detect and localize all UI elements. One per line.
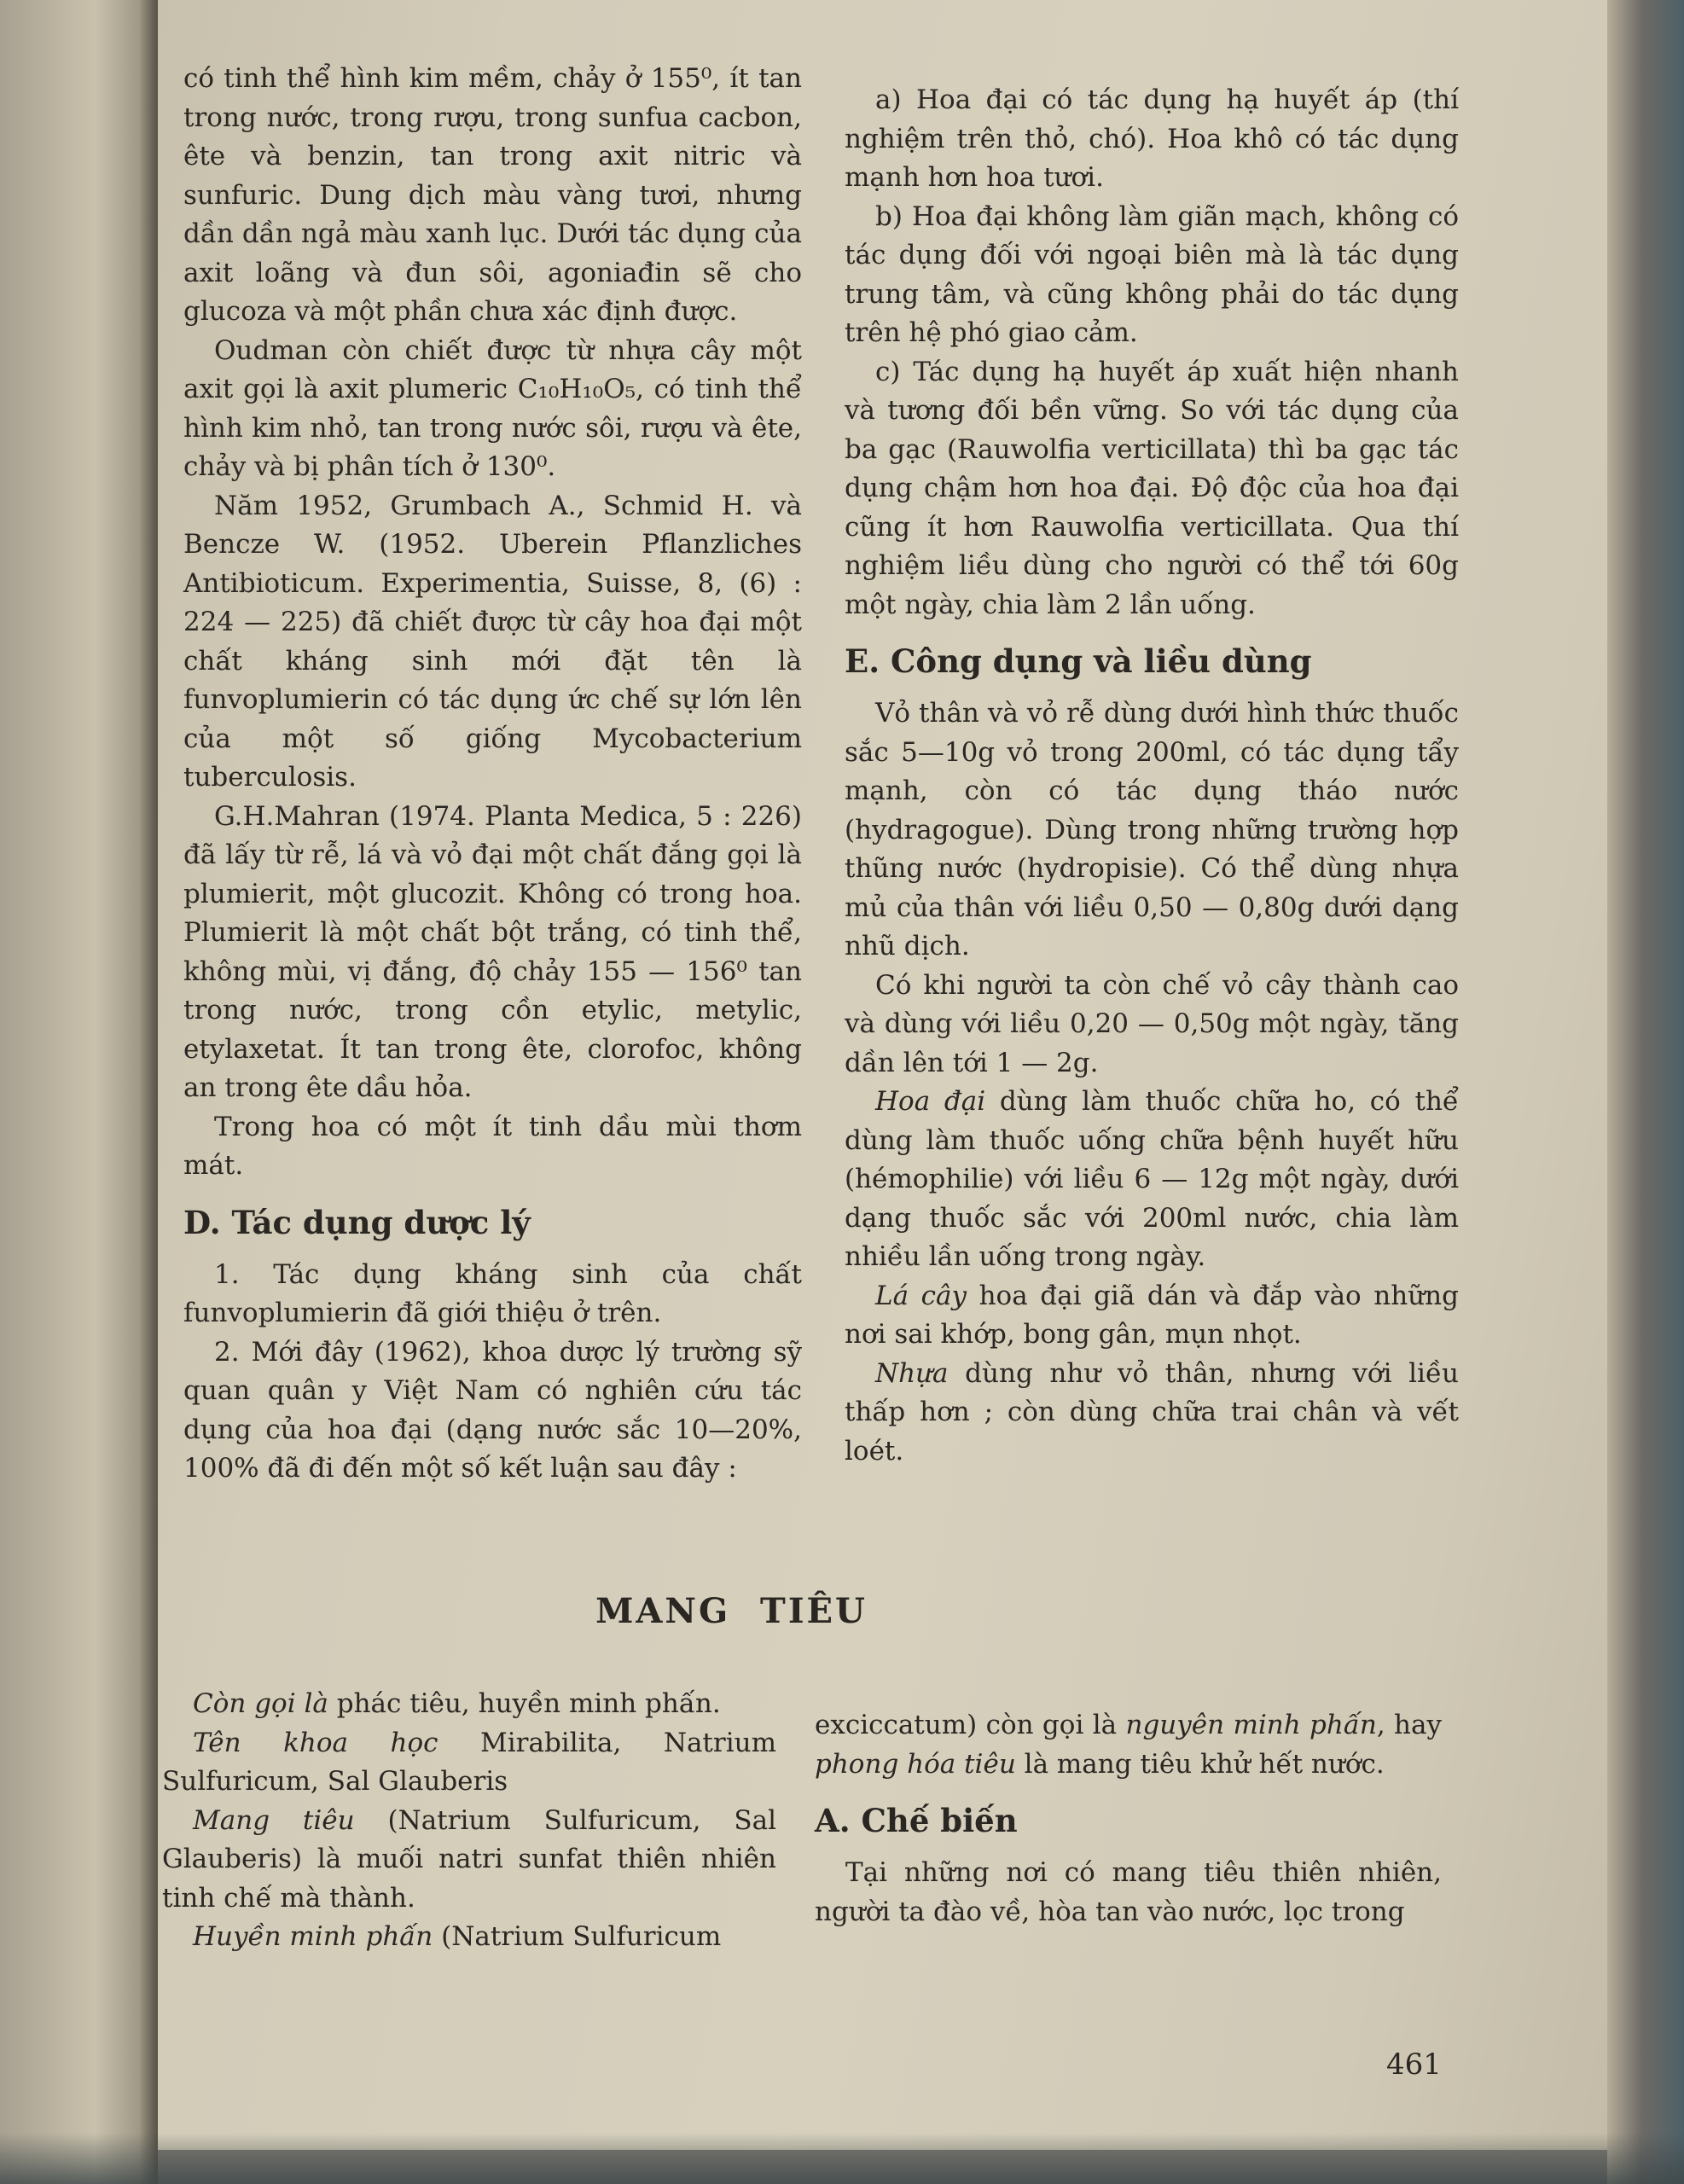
book-gutter-left	[0, 0, 158, 2184]
book-edge-right	[1607, 0, 1684, 2184]
paragraph-bark: Vỏ thân và vỏ rễ dùng dưới hình thức thuốc sắc 5—10g vỏ trong 200ml, có tác dụng tẩy mạnh, còn có tác dụng tháo nước (hydragogue). Dùng trong những trường hợp thũng nước (hydropisie). Có thể dùng nhựa mủ của thân với liều 0,50 — 0,80g dưới dạng nhũ dịch.	[845, 698, 1459, 961]
term-latex: Nhựa	[875, 1357, 949, 1389]
item-a: a) Hoa đại có tác dụng hạ huyết áp (thí nghiệm trên thỏ, chó). Hoa khô có tác dụng mạnh hơn hoa tươi.	[845, 84, 1459, 193]
paragraph-preparation: Tại những nơi có mang tiêu thiên nhiên, người ta đào về, hòa tan vào nước, lọc trong	[815, 1857, 1442, 1927]
latex-text: dùng như vỏ thân, nhưng với liều thấp hơn ; còn dùng chữa trai chân và vết loét.	[845, 1357, 1459, 1467]
left-column-bottom	[162, 1685, 776, 1957]
paragraph-pharmacology-study: 2. Mới đây (1962), khoa dược lý trường sỹ quan quân y Việt Nam có nghiên cứu tác dụng của hoa đại (dạng nước sắc 10—20%, 100% đã đi đến một số kết luận sau đây :	[183, 1336, 802, 1484]
heading-section-e: E. Công dụng và liều dùng	[845, 642, 1312, 680]
paragraph-antibiotic: 1. Tác dụng kháng sinh của chất funvoplumierin đã giới thiệu ở trên.	[183, 1258, 802, 1328]
book-edge-bottom	[0, 2133, 1684, 2184]
right-column-bottom	[815, 1706, 1442, 1931]
left-column-top	[183, 60, 802, 1489]
scientific-name-text: Mirabilita, Natrium Sulfuricum, Sal Glauberis	[162, 1727, 776, 1797]
term-flower: Hoa đại	[875, 1086, 986, 1117]
leaf-text: hoa đại giã dán và đắp vào những nơi sai khớp, bong gân, mụn nhọt.	[845, 1280, 1459, 1350]
paragraph-crystal: có tinh thể hình kim mềm, chảy ở 155⁰, ít tan trong nước, trong rượu, trong sunfua cacbon, ête và benzin, tan trong axit nitric và sunfuric. Dung dịch màu vàng tươi, nhưng dần dần ngả màu xanh lục. Dưới tác dụng của axit loãng và đun sôi, agoniađin sẽ cho glucoza và một phần chưa xác định được.	[183, 63, 802, 327]
right-column-top	[845, 81, 1459, 1471]
book-page	[158, 0, 1607, 2150]
term-huyen-minh-phan: Huyền minh phấn	[193, 1921, 433, 1952]
term-scientific-name: Tên khoa học	[193, 1727, 438, 1758]
paragraph-other-names	[162, 1685, 776, 1724]
paragraph-oudman: Oudman còn chiết được từ nhựa cây một axit gọi là axit plumeric C₁₀H₁₀O₅, có tinh thể hình kim nhỏ, tan trong nước sôi, rượu và ête, chảy và bị phân tích ở 130⁰.	[183, 334, 802, 482]
paragraph-flower	[845, 1083, 1459, 1277]
paragraph-extract: Có khi người ta còn chế vỏ cây thành cao và dùng với liều 0,20 — 0,50g một ngày, tăng dần lên tới 1 — 2g.	[845, 969, 1459, 1078]
heading-section-d: D. Tác dụng dược lý	[183, 1203, 531, 1241]
mang-tieu-text: (Natrium Sulfuricum, Sal Glauberis) là muối natri sunfat thiên nhiên tinh chế mà thành.	[162, 1804, 776, 1914]
paragraph-huyen-minh-phan	[162, 1918, 776, 1957]
huyen-minh-phan-text: (Natrium Sulfuricum	[433, 1921, 722, 1952]
exsiccatum-text-3: là mang tiêu khử hết nước.	[1015, 1748, 1385, 1780]
flower-text: dùng làm thuốc chữa ho, có thể dùng làm thuốc uống chữa bệnh huyết hữu (hémophilie) với liều 6 — 12g một ngày, dưới dạng thuốc sắc với 200ml nước, chia làm nhiều lần uống trong ngày.	[845, 1086, 1459, 1272]
term-phong-hoa-tieu: phong hóa tiêu	[815, 1748, 1016, 1780]
other-names-text: phác tiêu, huyền minh phấn.	[328, 1688, 721, 1719]
paragraph-mang-tieu	[162, 1802, 776, 1919]
paragraph-latex	[845, 1355, 1459, 1472]
term-nguyen-minh-phan: nguyên minh phấn	[1125, 1710, 1377, 1740]
section-title: MANG TIÊU	[595, 1591, 868, 1631]
exsiccatum-text-1: exciccatum) còn gọi là	[815, 1710, 1126, 1740]
paragraph-grumbach: Năm 1952, Grumbach A., Schmid H. và Bencze W. (1952. Uberein Pflanzliches Antibioticum. Experimentia, Suisse, 8, (6) : 224 — 225) đã chiết được từ cây hoa đại một chất kháng sinh mới đặt tên là funvoplumierin có tác dụng ức chế sự lớn lên của một số giống Mycobacterium tuberculosis.	[183, 490, 802, 793]
heading-section-a: A. Chế biến	[815, 1802, 1018, 1839]
exsiccatum-text-2: , hay	[1376, 1710, 1443, 1740]
paragraph-exsiccatum	[815, 1706, 1442, 1784]
paragraph-scientific-name	[162, 1724, 776, 1802]
term-mang-tieu: Mang tiêu	[193, 1804, 355, 1836]
page-number: 461	[1386, 2048, 1442, 2082]
paragraph-leaf	[845, 1277, 1459, 1355]
paragraph-essential-oil: Trong hoa có một ít tinh dầu mùi thơm mát.	[183, 1111, 802, 1181]
paragraph-mahran: G.H.Mahran (1974. Planta Medica, 5 : 226) đã lấy từ rễ, lá và vỏ đại một chất đắng gọi là plumierit, một glucozit. Không có trong hoa. Plumierit là một chất bột trắng, có tinh thể, không mùi, vị đắng, độ chảy 155 — 156⁰ tan trong nước, trong cồn etylic, metylic, etylaxetat. Ít tan trong ête, clorofoc, không an trong ête dầu hỏa.	[183, 800, 802, 1103]
term-other-names: Còn gọi là	[193, 1688, 328, 1719]
term-leaf: Lá cây	[875, 1280, 967, 1311]
item-c: c) Tác dụng hạ huyết áp xuất hiện nhanh và tương đối bền vững. So với tác dụng của ba gạc (Rauwolfia verticillata) thì ba gạc tác dụng chậm hơn hoa đại. Độ độc của hoa đại cũng ít hơn Rauwolfia verticillata. Qua thí nghiệm liều dùng cho người có thể tới 60g một ngày, chia làm 2 lần uống.	[845, 356, 1459, 620]
item-b: b) Hoa đại không làm giãn mạch, không có tác dụng đối với ngoại biên mà là tác dụng trung tâm, và cũng không phải do tác dụng trên hệ phó giao cảm.	[845, 200, 1459, 348]
